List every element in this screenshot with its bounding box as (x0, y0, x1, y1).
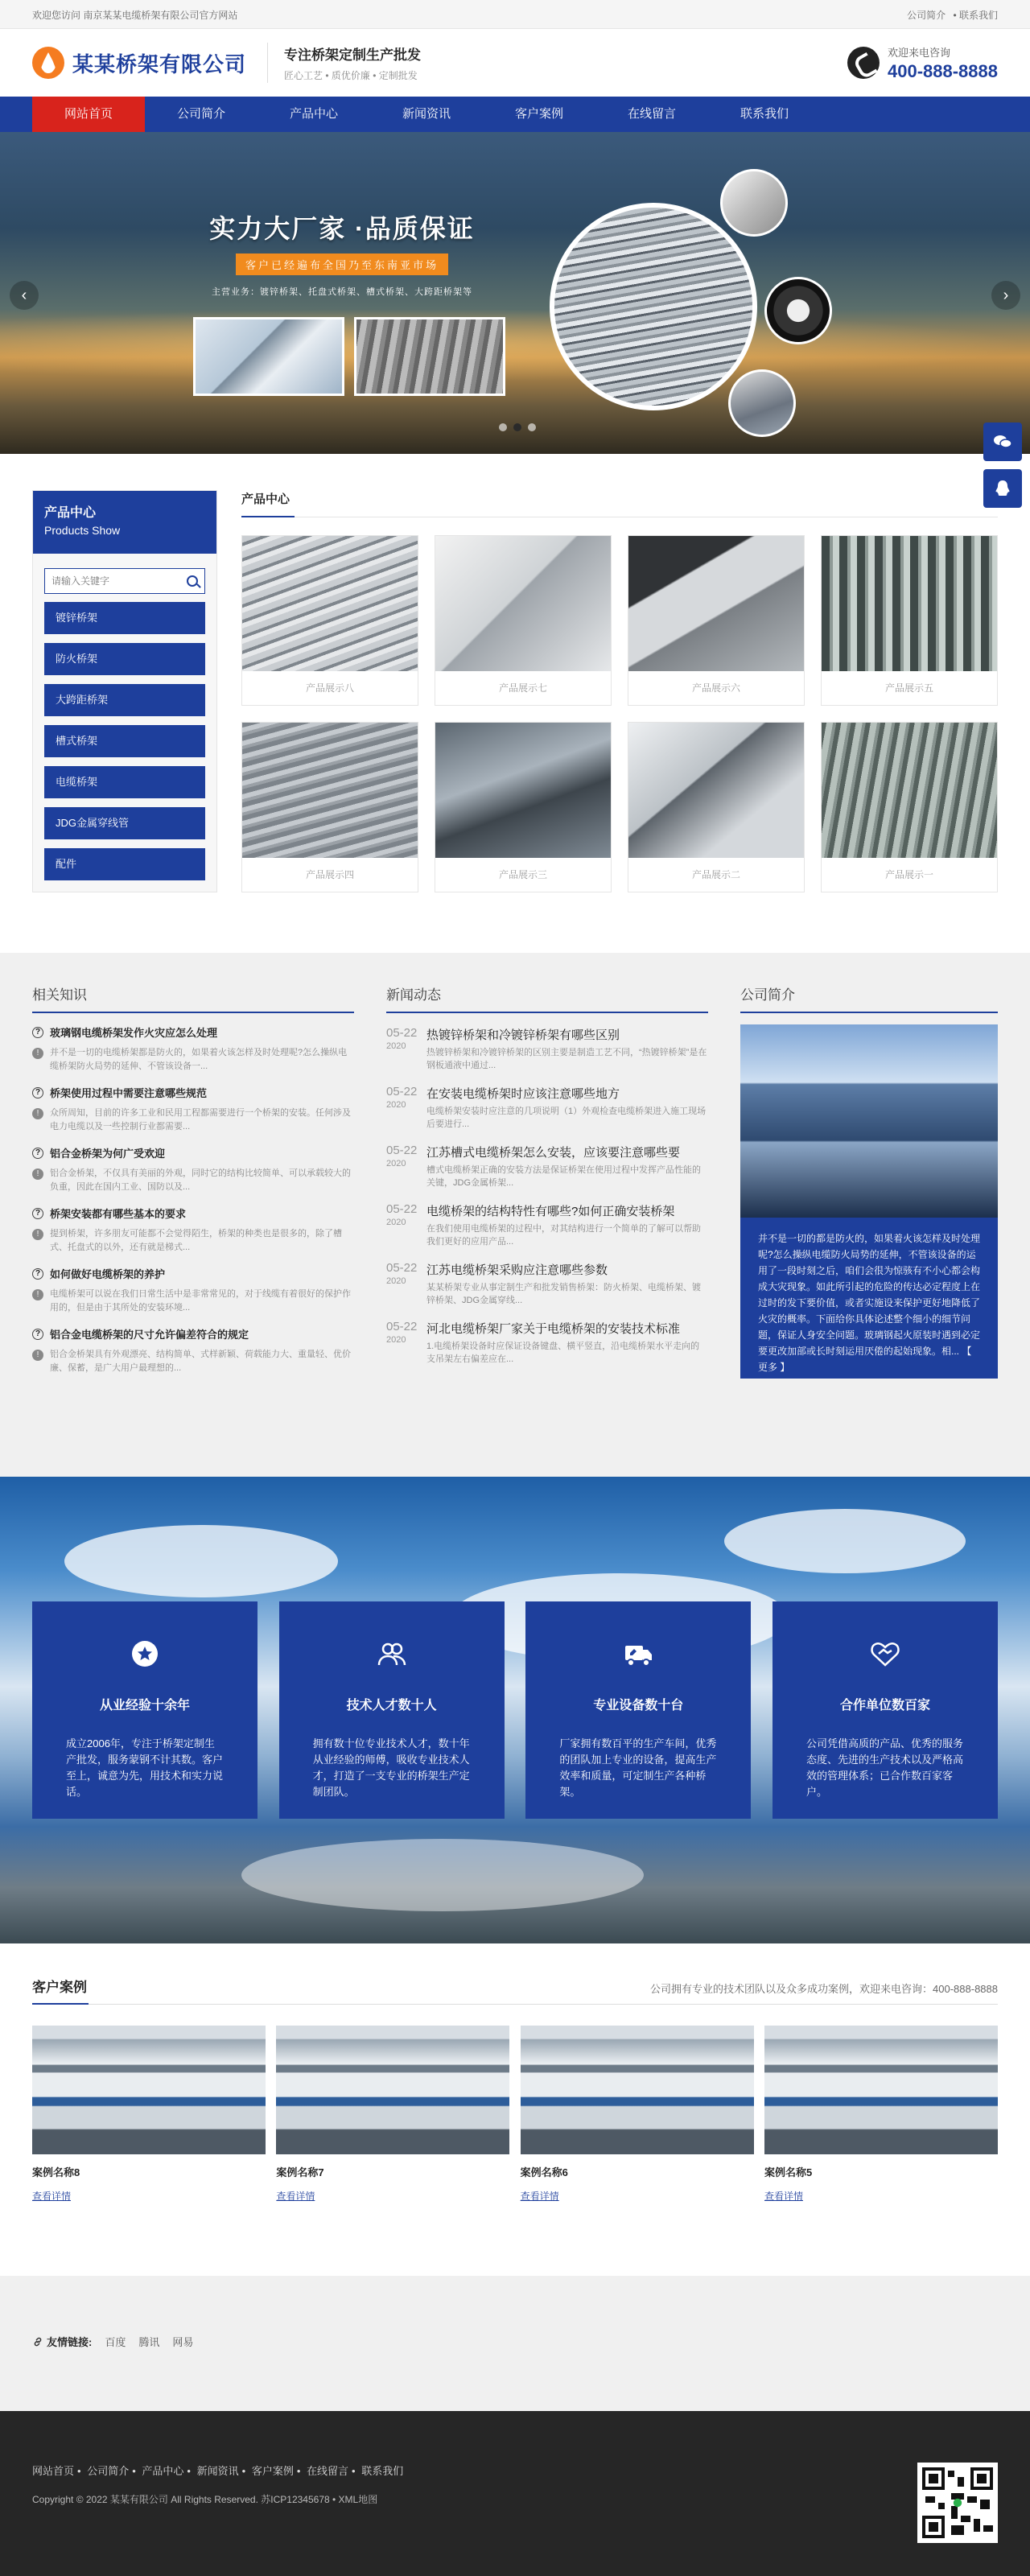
news-headline[interactable]: 热镀锌桥架和冷镀锌桥架有哪些区别 (426, 1028, 620, 1042)
question-icon: ? (32, 1027, 43, 1038)
category-long-span[interactable]: 大跨距桥架 (44, 684, 205, 716)
answer-icon: ! (32, 1108, 43, 1119)
hero-banner (0, 132, 1030, 454)
news-year: 2020 (386, 1159, 406, 1168)
banner-dot-active[interactable] (513, 423, 521, 431)
nav-item-message[interactable]: 在线留言 (627, 107, 676, 121)
feature-title: 专业设备数十台 (593, 1699, 684, 1713)
knowledge-item[interactable] (32, 1206, 354, 1255)
news-column (386, 983, 708, 1379)
footer-link-message[interactable]: 在线留言 (307, 2465, 349, 2477)
banner-dot[interactable] (499, 423, 507, 431)
cases-grid (32, 2026, 998, 2203)
news-year: 2020 (386, 1100, 406, 1110)
knowledge-item[interactable] (32, 1085, 354, 1134)
knowledge-column (32, 983, 354, 1379)
news-item[interactable] (386, 1144, 708, 1189)
handshake-icon (869, 1638, 901, 1670)
case-image[interactable] (276, 2026, 509, 2154)
product-main (241, 490, 998, 892)
medal-icon (129, 1638, 161, 1670)
product-grid (241, 535, 998, 892)
news-year: 2020 (386, 1041, 406, 1051)
knowledge-question[interactable]: 桥架使用过程中需要注意哪些规范 (50, 1087, 208, 1099)
case-card[interactable] (764, 2026, 998, 2203)
knowledge-item[interactable] (32, 1024, 354, 1074)
knowledge-title: 相关知识 (32, 983, 354, 1013)
footer-separator: • (77, 2465, 81, 2477)
case-card[interactable] (276, 2026, 509, 2203)
news-title: 新闻动态 (386, 983, 708, 1013)
footer-separator: • (132, 2465, 136, 2477)
knowledge-answer: 众所周知，目前的许多工业和民用工程都需要进行一个桥架的安装。任何涉及电力电缆以及一些控制行业都需要... (50, 1108, 351, 1131)
copyright: Copyright © 2022 某某有限公司 All Rights Reserved. 苏ICP12345678 • XML地图 (32, 2494, 378, 2505)
link-icon (32, 2336, 43, 2347)
feature-desc: 厂家拥有数百平的生产车间，优秀的团队加上专业的设备，提高生产效率和质量，可定制生产各种桥架。 (559, 1737, 717, 1798)
news-item[interactable] (386, 1026, 708, 1072)
case-name[interactable]: 案例名称6 (520, 2166, 568, 2178)
knowledge-answer: 电缆桥架可以说在我们日常生活中是非常常见的，对于线缆有着很好的保护作用的，但是由于其所处的安装环境... (50, 1289, 351, 1313)
case-name[interactable]: 案例名称7 (276, 2166, 324, 2178)
banner-tray-product-photo (720, 169, 788, 237)
about-column (740, 983, 998, 1379)
knowledge-answer: 铝合金桥架具有外观漂亮、结构简单、式样新颖、荷载能力大、重量轻、优价廉、保蓄，是广大用户最理想的... (50, 1350, 351, 1373)
feature-title: 合作单位数百家 (839, 1699, 930, 1713)
cases-title: 客户案例 (32, 1980, 87, 1995)
top-link-contact[interactable]: 联系我们 (958, 9, 998, 21)
news-headline[interactable]: 电缆桥架的结构特性有哪些?如何正确安装桥架 (426, 1205, 675, 1218)
news-summary: 热镀锌桥架和冷镀锌桥架的区别主要是制造工艺不同，“热镀锌桥架”是在钢板通液中通过... (426, 1048, 707, 1070)
nav-item-news[interactable]: 新闻资讯 (402, 107, 451, 121)
about-text-box (740, 1218, 998, 1379)
category-accessories[interactable]: 配件 (44, 848, 205, 880)
features-section (0, 1477, 1030, 1943)
feature-talent (279, 1601, 505, 1819)
news-year: 2020 (386, 1218, 406, 1227)
news-date: 05-22 (386, 1026, 418, 1040)
product-image (242, 723, 418, 858)
product-caption: 产品展示八 (305, 682, 354, 694)
slogan-subtitle: 匠心工艺 • 质优价廉 • 定制批发 (284, 70, 418, 81)
banner-subtitle: 主营业务：镀锌桥架、托盘式桥架、槽式桥架、大跨距桥架等 (212, 287, 472, 297)
nav-item-products[interactable]: 产品中心 (289, 107, 338, 121)
product-search (44, 568, 205, 594)
news-year: 2020 (386, 1276, 406, 1286)
info-section (0, 953, 1030, 1477)
case-image[interactable] (521, 2026, 754, 2154)
banner-pagination (496, 423, 539, 431)
top-links (907, 8, 998, 22)
answer-icon: ! (32, 1229, 43, 1240)
feature-partners (772, 1601, 998, 1819)
product-image (628, 723, 804, 858)
feature-title: 从业经验十余年 (99, 1699, 190, 1713)
footer (0, 2411, 1030, 2576)
banner-badge: 客户已经遍布全国乃至东南亚市场 (236, 253, 448, 275)
hotline-number: 400-888-8888 (887, 60, 998, 81)
team-icon (376, 1638, 408, 1670)
product-card[interactable] (821, 722, 998, 892)
product-card[interactable] (821, 535, 998, 706)
answer-icon: ! (32, 1048, 43, 1059)
product-card[interactable] (435, 535, 612, 706)
banner-next-arrow-icon[interactable]: › (991, 281, 1020, 310)
knowledge-question[interactable]: 桥架安装都有哪些基本的要求 (50, 1208, 187, 1220)
friend-link-netease[interactable]: 网易 (172, 2336, 194, 2348)
footer-link-products[interactable]: 产品中心 (142, 2465, 184, 2477)
banner-fitting-photo (764, 277, 832, 344)
news-summary: 在我们使用电缆桥架的过程中，对其结构进行一个简单的了解可以帮助我们更好的应用产品... (426, 1224, 701, 1247)
case-card[interactable] (32, 2026, 266, 2203)
question-icon: ? (32, 1148, 43, 1159)
top-link-separator: • (953, 9, 957, 21)
footer-separator: • (352, 2465, 356, 2477)
news-item[interactable] (386, 1261, 708, 1307)
news-summary: 电缆桥架安装时应注意的几项说明（1）外观检查电缆桥架进入施工现场后要进行... (426, 1107, 707, 1129)
nav-item-contact[interactable]: 联系我们 (740, 107, 789, 121)
category-cable-tray[interactable]: 电缆桥架 (44, 766, 205, 798)
product-card[interactable] (241, 535, 418, 706)
footer-nav (32, 2463, 403, 2478)
news-summary: 槽式电缆桥架正确的安装方法是保证桥架在使用过程中发挥产品性能的关键，JDG金属桥架... (426, 1165, 701, 1188)
news-headline[interactable]: 河北电缆桥架厂家关于电缆桥架的安装技术标准 (426, 1322, 681, 1336)
banner-background (0, 309, 1030, 381)
logo[interactable] (32, 47, 246, 79)
case-detail-link[interactable]: 查看详情 (764, 2191, 803, 2202)
about-skyscraper-photo (740, 1024, 998, 1218)
footer-link-news[interactable]: 新闻资讯 (196, 2465, 239, 2477)
case-name[interactable]: 案例名称5 (764, 2166, 813, 2178)
product-section-title: 产品中心 (241, 490, 998, 517)
footer-link-contact[interactable]: 联系我们 (361, 2465, 404, 2477)
footer-separator: • (296, 2465, 301, 2477)
search-input[interactable] (52, 575, 187, 587)
case-detail-link[interactable]: 查看详情 (276, 2191, 315, 2202)
footer-link-home[interactable]: 网站首页 (32, 2465, 75, 2477)
case-image[interactable] (764, 2026, 998, 2154)
cloud-decoration (241, 1839, 644, 1911)
banner-text (181, 208, 503, 298)
truck-icon (622, 1638, 654, 1670)
about-title: 公司简介 (740, 983, 998, 1013)
top-link-about[interactable]: 公司简介 (907, 9, 946, 21)
cases-section (0, 1943, 1030, 2276)
category-galvanized[interactable]: 镀锌桥架 (44, 602, 205, 634)
news-summary: 某某桥架专业从事定制生产和批发销售桥架：防火桥架、电缆桥架、镀锌桥架、JDG金属穿线... (426, 1283, 701, 1305)
product-card[interactable] (628, 722, 805, 892)
answer-icon: ! (32, 1289, 43, 1300)
feature-experience (32, 1601, 258, 1819)
product-image (822, 723, 997, 858)
footer-link-cases[interactable]: 客户案例 (251, 2465, 294, 2477)
news-date: 05-22 (386, 1261, 418, 1275)
answer-icon: ! (32, 1350, 43, 1361)
about-text: 并不是一切的都是防火的，如果着火该怎样及时处理呢?怎么操纵电缆防火局势的延伸，不管该设备的运用了一段时刻之后，咱们会很为惊骇有不小心都会构成大灾现象。如此所引起的危险的传达必定程度上在过时的发下要价值，或者实施设来保护更好地降低了火灾的概率。下面给你具体论述整个细小的细节问题，保证人身安全问题。玻璃钢起火原装时遇到必定要更改加部或长时刻运用厌倦的起始现象。相... (758, 1233, 981, 1357)
product-image (628, 536, 804, 671)
qr-code (917, 2463, 998, 2543)
question-icon: ? (32, 1208, 43, 1219)
product-sidebar-title: 产品中心 (44, 506, 97, 520)
case-card[interactable] (521, 2026, 754, 2203)
banner-title: 实力大厂家 ·品质保证 (209, 214, 475, 243)
news-item[interactable] (386, 1085, 708, 1131)
news-date: 05-22 (386, 1144, 418, 1157)
banner-bridge-photo (354, 317, 505, 396)
news-summary: 1.电缆桥架设备时应保证设备键盘、横平竖直，沿电缆桥架水平走向的支吊架左右偏差应在... (426, 1342, 700, 1364)
friend-link-tencent[interactable]: 腾讯 (138, 2336, 160, 2348)
product-image (242, 536, 418, 671)
knowledge-question[interactable]: 玻璃钢电缆桥架发作火灾应怎么处理 (50, 1027, 218, 1039)
knowledge-question[interactable]: 如何做好电缆桥架的养护 (50, 1268, 166, 1280)
flame-logo-icon (32, 47, 64, 79)
company-name: 某某桥架有限公司 (72, 52, 247, 76)
category-jdg-conduit[interactable]: JDG金属穿线管 (44, 807, 205, 839)
product-caption: 产品展示二 (691, 869, 740, 880)
product-card[interactable] (435, 722, 612, 892)
product-caption: 产品展示一 (884, 869, 933, 880)
case-detail-link[interactable]: 查看详情 (32, 2191, 72, 2202)
footer-separator: • (187, 2465, 191, 2477)
question-icon: ? (32, 1329, 43, 1340)
nav-item-home[interactable]: 网站首页 (32, 97, 145, 132)
case-image[interactable] (32, 2026, 266, 2154)
qr-code-icon (922, 2467, 993, 2538)
news-item[interactable] (386, 1320, 708, 1366)
knowledge-answer: 并不是一切的电缆桥架都是防火的，如果着火该怎样及时处理呢?怎么操纵电缆桥架防火局势的延伸、不管该设备一... (50, 1048, 348, 1071)
question-icon: ? (32, 1087, 43, 1098)
news-date: 05-22 (386, 1085, 418, 1098)
product-caption: 产品展示三 (498, 869, 547, 880)
hotline (847, 44, 998, 82)
knowledge-item[interactable] (32, 1266, 354, 1315)
news-headline[interactable]: 在安装电缆桥架时应该注意哪些地方 (426, 1087, 620, 1101)
product-caption: 产品展示七 (498, 682, 547, 694)
feature-desc: 成立2006年，专注于桥架定制生产批发，服务蒙钢不计其数。客户至上，诚意为先，用技术和实力说话。 (66, 1737, 224, 1798)
wechat-icon (993, 432, 1012, 451)
news-headline[interactable]: 江苏电缆桥架采购应注意哪些参数 (426, 1263, 608, 1277)
wechat-float-button[interactable] (983, 422, 1022, 461)
friend-links-text: 友情链接: (47, 2336, 93, 2348)
cases-header (32, 1976, 998, 2005)
feature-desc: 拥有数十位专业技术人才，数十年从业经验的师傅，吸收专业技术人才，打造了一支专业的桥架生产定制团队。 (312, 1737, 470, 1798)
news-year: 2020 (386, 1335, 406, 1345)
knowledge-answer: 铝合金桥架，不仅具有美丽的外观，同时它的结构比较简单、可以承载较大的负重，因此在国内工业、国防以及... (50, 1168, 351, 1192)
feature-title: 技术人才数十人 (346, 1699, 437, 1713)
header (0, 29, 1030, 97)
products-section (0, 454, 1030, 953)
knowledge-item[interactable] (32, 1145, 354, 1194)
knowledge-answer: 提到桥架，许多朋友可能都不会觉得陌生，桥架的种类也是很多的，除了槽式、托盘式的以外，还有就是梯式... (50, 1229, 342, 1252)
banner-prev-arrow-icon[interactable]: ‹ (10, 281, 39, 310)
product-sidebar-title-en: Products Show (44, 524, 121, 537)
category-fireproof[interactable]: 防火桥架 (44, 643, 205, 675)
friend-links-label (32, 2334, 92, 2349)
product-card[interactable] (241, 722, 418, 892)
cases-subtitle: 公司拥有专业的技术团队以及众多成功案例，欢迎来电咨询：400-888-8888 (650, 1983, 998, 1995)
answer-icon: ! (32, 1168, 43, 1180)
topbar (0, 0, 1030, 29)
friend-link-baidu[interactable]: 百度 (105, 2336, 126, 2348)
news-date: 05-22 (386, 1202, 418, 1216)
product-image (822, 536, 997, 671)
product-sidebar-header (33, 491, 216, 554)
about-more-link[interactable]: 【 更多 】 (758, 1346, 972, 1373)
banner-cable-tray-photo (550, 203, 757, 410)
search-icon[interactable] (187, 575, 198, 587)
product-sidebar (32, 490, 217, 892)
news-date: 05-22 (386, 1320, 418, 1333)
friend-links-section (0, 2276, 1030, 2411)
category-trough[interactable]: 槽式桥架 (44, 725, 205, 757)
product-caption: 产品展示六 (691, 682, 740, 694)
slogan (267, 43, 421, 83)
footer-separator: • (241, 2465, 246, 2477)
slogan-title: 专注桥架定制生产批发 (284, 47, 422, 63)
case-detail-link[interactable]: 查看详情 (520, 2191, 559, 2202)
knowledge-question[interactable]: 铝合金桥架为何广受欢迎 (50, 1148, 166, 1160)
product-caption: 产品展示四 (305, 869, 354, 880)
product-card[interactable] (628, 535, 805, 706)
product-image (435, 723, 611, 858)
feature-equipment (525, 1601, 751, 1819)
welcome-text: 欢迎您访问 南京某某电缆桥架有限公司官方网站 (32, 9, 238, 21)
knowledge-question[interactable]: 铝合金电缆桥架的尺寸允许偏差符合的规定 (50, 1329, 249, 1341)
phone-icon (847, 47, 880, 79)
nav-item-about[interactable]: 公司简介 (176, 107, 225, 121)
footer-link-about[interactable]: 公司简介 (87, 2465, 130, 2477)
feature-desc: 公司凭借高质的产品、优秀的服务态度、先进的生产技术以及严格高效的管理体系；已合作数百家客户。 (805, 1737, 963, 1798)
nav-item-cases[interactable]: 客户案例 (514, 107, 563, 121)
banner-building-photo (193, 317, 344, 396)
product-caption: 产品展示五 (884, 682, 933, 694)
banner-bracket-photo (728, 369, 796, 437)
banner-dot[interactable] (528, 423, 536, 431)
question-icon: ? (32, 1268, 43, 1280)
product-image (435, 536, 611, 671)
hotline-label: 欢迎来电咨询 (887, 46, 950, 59)
main-nav (0, 97, 1030, 132)
news-headline[interactable]: 江苏槽式电缆桥架怎么安装，应该要注意哪些要 (426, 1146, 681, 1160)
case-name[interactable]: 案例名称8 (32, 2166, 80, 2178)
news-item[interactable] (386, 1202, 708, 1248)
knowledge-item[interactable] (32, 1326, 354, 1375)
